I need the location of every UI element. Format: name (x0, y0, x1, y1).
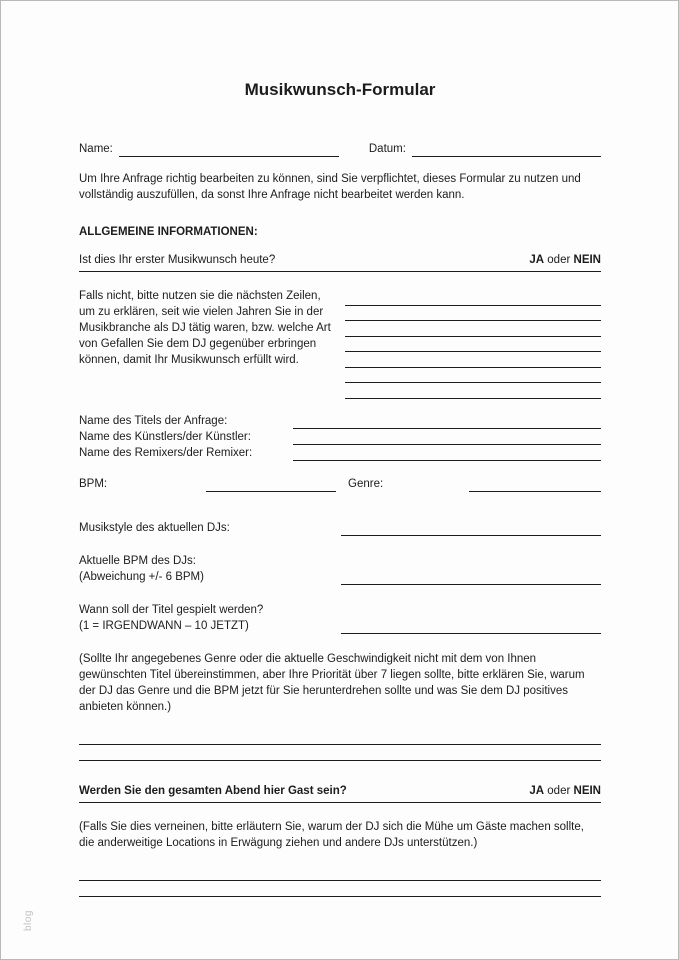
aktuelle-bpm-labels (79, 553, 341, 585)
nein-option: NEIN (573, 254, 601, 266)
oder-text: oder (547, 254, 571, 266)
musikstyle-blank-line (341, 521, 601, 536)
aktuelle-bpm-blank-line (341, 570, 601, 585)
blank-line (79, 881, 601, 897)
question1-row (79, 252, 601, 272)
explanation-blank-lines (345, 288, 601, 399)
skala-label: (1 = IRGENDWANN – 10 JETZT) (79, 619, 249, 632)
blank-line (79, 729, 601, 745)
section-heading: ALLGEMEINE INFORMATIONEN: (79, 226, 258, 238)
wann-blank-line (341, 619, 601, 634)
question2-text: Werden Sie den gesamten Abend hier Gast sein? (79, 784, 347, 797)
name-blank-line (119, 142, 339, 157)
blank-line (345, 337, 601, 353)
wann-label: Wann soll der Titel gespielt werden? (79, 603, 264, 616)
remixer-label: Name des Remixers/der Remixer: (79, 446, 253, 459)
aktuelle-bpm-row (79, 553, 601, 585)
musikstyle-label: Musikstyle des aktuellen DJs: (79, 521, 230, 534)
ja-option: JA (529, 254, 545, 266)
blank-line (79, 865, 601, 881)
page-title: Musikwunsch-Formular (244, 80, 436, 99)
blank-line (345, 352, 601, 368)
wann-labels (79, 602, 341, 634)
kuenstler-blank-line (293, 430, 601, 445)
bpm-label: BPM: (79, 477, 108, 490)
remixer-row (79, 445, 601, 461)
prioritaet-note: (Sollte Ihr angegebenes Genre oder die aktuelle Geschwindigkeit nicht mit dem von Ihnen gewünschten Titel übereinstimmen, aber Ihre Priorität über 7 liegen sollte, bitte erklären Sie, warum der DJ das Genre und die BPM jetzt für Sie herunterdrehen sollte und was Sie dem DJ positives anbieten können.) (79, 652, 585, 713)
prioritaet-blank-lines (79, 729, 601, 761)
blank-line (345, 306, 601, 322)
datum-blank-line (412, 142, 601, 157)
blank-line (79, 745, 601, 761)
intro-paragraph: Um Ihre Anfrage richtig bearbeiten zu können, sind Sie verpflichtet, dieses Formular zu nutzen und vollständig auszufüllen, da sonst Ihre Anfrage nicht bearbeitet werden kann. (79, 173, 581, 201)
bpm-genre-row (79, 476, 601, 492)
blank-line (345, 321, 601, 337)
titel-row (79, 413, 601, 429)
form-content (79, 79, 601, 897)
question2-answers (529, 783, 601, 799)
question2-row (79, 783, 601, 803)
genre-label: Genre: (348, 477, 384, 490)
blank-line (345, 290, 601, 306)
blank-line (345, 368, 601, 384)
aktuelle-bpm-label: Aktuelle BPM des DJs: (79, 554, 196, 567)
kuenstler-row (79, 429, 601, 445)
datum-label: Datum: (368, 143, 406, 155)
kuenstler-label: Name des Künstlers/der Künstler: (79, 430, 251, 443)
watermark-text: blog (23, 910, 34, 931)
abweichung-label: (Abweichung +/- 6 BPM) (79, 570, 204, 583)
oder-text: oder (547, 784, 571, 797)
falls-nicht-text: Falls nicht, bitte nutzen sie die nächsten Zeilen, um zu erklären, seit wie vielen Jahren Sie in der Musikbranche als DJ tätig waren, bzw. welche Art von Gefallen Sie dem DJ gegenüber erbringen können, damit Ihr Musikwunsch erfüllt wird. (79, 290, 331, 366)
genre-blank-line (469, 477, 601, 492)
titel-label: Name des Titels der Anfrage: (79, 414, 228, 427)
explanation-block (79, 288, 601, 399)
verneinen-blank-lines (79, 865, 601, 897)
wann-row (79, 602, 601, 634)
ja-option: JA (529, 784, 545, 797)
bpm-blank-line (206, 477, 336, 492)
name-label: Name: (79, 143, 113, 155)
remixer-blank-line (293, 446, 601, 461)
blank-line (345, 383, 601, 399)
titel-blank-line (293, 414, 601, 429)
name-datum-row (79, 141, 601, 157)
musikstyle-row (79, 520, 601, 536)
verneinen-note: (Falls Sie dies verneinen, bitte erläutern Sie, warum der DJ sich die Mühe um Gäste machen sollte, die anderweitige Locations in Erwägung ziehen und andere DJs unterstützen.) (79, 820, 584, 849)
question1-text: Ist dies Ihr erster Musikwunsch heute? (79, 254, 276, 266)
nein-option: NEIN (573, 784, 601, 797)
question1-answers (529, 252, 601, 268)
